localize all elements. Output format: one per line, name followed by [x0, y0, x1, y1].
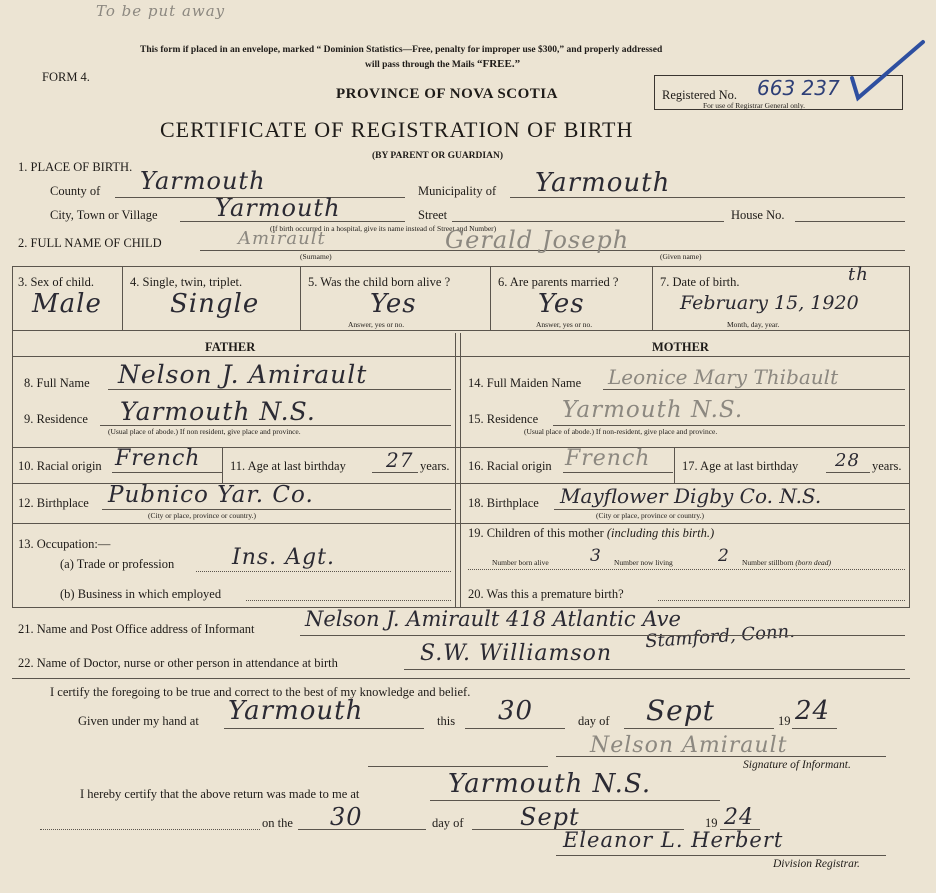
doctor-label: 22. Name of Doctor, nurse or other person in attendance at birth [18, 656, 338, 670]
given-name-caption: (Given name) [660, 252, 702, 261]
registrar-day-value: 30 [330, 803, 363, 831]
registered-note: For use of Registrar General only. [703, 101, 805, 110]
place-section-label: 1. PLACE OF BIRTH. [18, 160, 133, 174]
child-label: 2. FULL NAME OF CHILD [18, 236, 162, 250]
mother-name-value: Leonice Mary Thibault [608, 365, 839, 389]
postal-notice-2: will pass through the Mails “FREE.” [365, 58, 521, 70]
dob-superscript: th [848, 264, 869, 285]
doctor-value: S.W. Williamson [420, 641, 613, 666]
born-alive-value: 3 [590, 546, 602, 566]
father-heading: FATHER [205, 340, 256, 354]
now-living-value: 2 [718, 546, 730, 566]
municipality-value: Yarmouth [535, 168, 671, 198]
father-birthplace-label: 12. Birthplace [18, 496, 89, 510]
surname-caption: (Surname) [300, 252, 332, 261]
certify-year-suffix: 24 [795, 696, 831, 726]
informant-signature-caption: Signature of Informant. [743, 759, 851, 771]
registrar-on-the-label: on the [262, 816, 293, 830]
child-surname: Amirault [238, 228, 326, 249]
born-alive-label: Number born alive [492, 558, 549, 567]
dob-label: 7. Date of birth. [660, 275, 740, 289]
informant-label: 21. Name and Post Office address of Informant [18, 622, 255, 636]
street-label: Street [418, 208, 448, 222]
certificate-subtitle: (BY PARENT OR GUARDIAN) [372, 151, 503, 161]
trade-value: Ins. Agt. [232, 545, 335, 570]
mother-residence-label: 15. Residence [468, 412, 539, 426]
registrar-year-suffix: 24 [724, 805, 754, 830]
registrar-month-value: Sept [520, 803, 580, 831]
mother-racial-label: 16. Racial origin [468, 459, 552, 473]
mother-birthplace-caption: (City or place, province or country.) [596, 511, 705, 520]
given-place-value: Yarmouth [228, 696, 364, 726]
postal-notice-1: This form if placed in an envelope, marked “ Dominion Statistics—Free, penalty for improper use $300,” and properly addressed [140, 45, 663, 55]
children-label: 19. Children of this mother (including this birth.) [468, 526, 715, 540]
mother-name-label: 14. Full Maiden Name [468, 376, 582, 390]
alive-value: Yes [370, 289, 417, 319]
city-label: City, Town or Village [50, 208, 158, 222]
alive-label: 5. Was the child born alive ? [308, 275, 451, 289]
occupation-label: 13. Occupation:— [18, 537, 111, 551]
province-heading: PROVINCE OF NOVA SCOTIA [336, 86, 558, 102]
informant-value: Nelson J. Amirault 418 Atlantic Ave [305, 607, 681, 631]
father-residence-caption: (Usual place of abode.) If non resident, give place and province. [108, 427, 301, 436]
city-value: Yarmouth [215, 194, 341, 222]
stillborn-label: Number stillborn (born dead) [742, 558, 831, 567]
married-value: Yes [538, 289, 585, 319]
father-years-label: years. [420, 459, 450, 473]
informant-signature: Nelson Amirault [590, 733, 788, 758]
mother-age-label: 17. Age at last birthday [682, 459, 799, 473]
father-name-label: 8. Full Name [24, 376, 90, 390]
married-label: 6. Are parents married ? [498, 275, 619, 289]
mother-age-value: 28 [835, 450, 860, 471]
municipality-label: Municipality of [418, 184, 497, 198]
sex-value: Male [32, 289, 102, 319]
certificate-title: CERTIFICATE OF REGISTRATION OF BIRTH [160, 117, 634, 142]
registrar-year-prefix: 19 [705, 816, 718, 830]
county-value: Yarmouth [140, 167, 266, 195]
father-age-value: 27 [386, 448, 414, 472]
registrar-caption: Division Registrar. [773, 858, 860, 870]
dob-value: February 15, 1920 [680, 292, 859, 314]
single-label: 4. Single, twin, triplet. [130, 275, 243, 289]
father-name-value: Nelson J. Amirault [118, 360, 368, 389]
mother-heading: MOTHER [652, 340, 709, 354]
father-racial-value: French [115, 446, 201, 471]
registrar-signature: Eleanor L. Herbert [563, 828, 784, 852]
form-number: FORM 4. [42, 70, 90, 84]
certify-year-prefix: 19 [778, 714, 791, 728]
mother-years-label: years. [872, 459, 902, 473]
certify-statement: I certify the foregoing to be true and correct to the best of my knowledge and belief. [50, 685, 471, 699]
father-racial-label: 10. Racial origin [18, 459, 102, 473]
sex-label: 3. Sex of child. [18, 275, 95, 289]
certify-day-of-label: day of [578, 714, 610, 728]
mother-residence-value: Yarmouth N.S. [562, 397, 744, 423]
house-label: House No. [731, 208, 785, 222]
mother-birthplace-label: 18. Birthplace [468, 496, 539, 510]
registrar-statement: I hereby certify that the above return was made to me at [80, 787, 360, 801]
registered-label: Registered No. [662, 88, 737, 102]
registrar-day-of-label: day of [432, 816, 464, 830]
child-given-name: Gerald Joseph [445, 226, 630, 254]
certify-day-value: 30 [498, 696, 534, 726]
this-label: this [437, 714, 456, 728]
father-residence-value: Yarmouth N.S. [120, 397, 316, 426]
certify-month-value: Sept [646, 694, 715, 727]
premature-label: 20. Was this a premature birth? [468, 587, 624, 601]
mother-residence-caption: (Usual place of abode.) If non-resident, give place and province. [524, 427, 718, 436]
father-residence-label: 9. Residence [24, 412, 88, 426]
father-age-label: 11. Age at last birthday [230, 459, 346, 473]
given-label: Given under my hand at [78, 714, 199, 728]
registrar-place-value: Yarmouth N.S. [448, 769, 652, 799]
mother-birthplace-value: Mayflower Digby Co. N.S. [560, 484, 822, 508]
mother-racial-value: French [565, 446, 651, 471]
alive-caption: Answer, yes or no. [348, 320, 405, 329]
informant-value-line-2: Stamford, Conn. [644, 620, 796, 653]
registered-number: 663 237 [757, 76, 840, 100]
father-birthplace-caption: (City or place, province or country.) [148, 511, 257, 520]
married-caption: Answer, yes or no. [536, 320, 593, 329]
trade-label: (a) Trade or profession [60, 557, 175, 571]
single-value: Single [170, 289, 260, 319]
top-note: To be put away [96, 2, 226, 20]
county-label: County of [50, 184, 101, 198]
check-mark-icon [848, 38, 928, 108]
dob-caption: Month, day, year. [727, 320, 780, 329]
hospital-note: (If birth occurred in a hospital, give its name instead of Street and Number) [270, 224, 497, 233]
business-label: (b) Business in which employed [60, 587, 222, 601]
now-living-label: Number now living [614, 558, 673, 567]
father-birthplace-value: Pubnico Yar. Co. [108, 482, 314, 508]
